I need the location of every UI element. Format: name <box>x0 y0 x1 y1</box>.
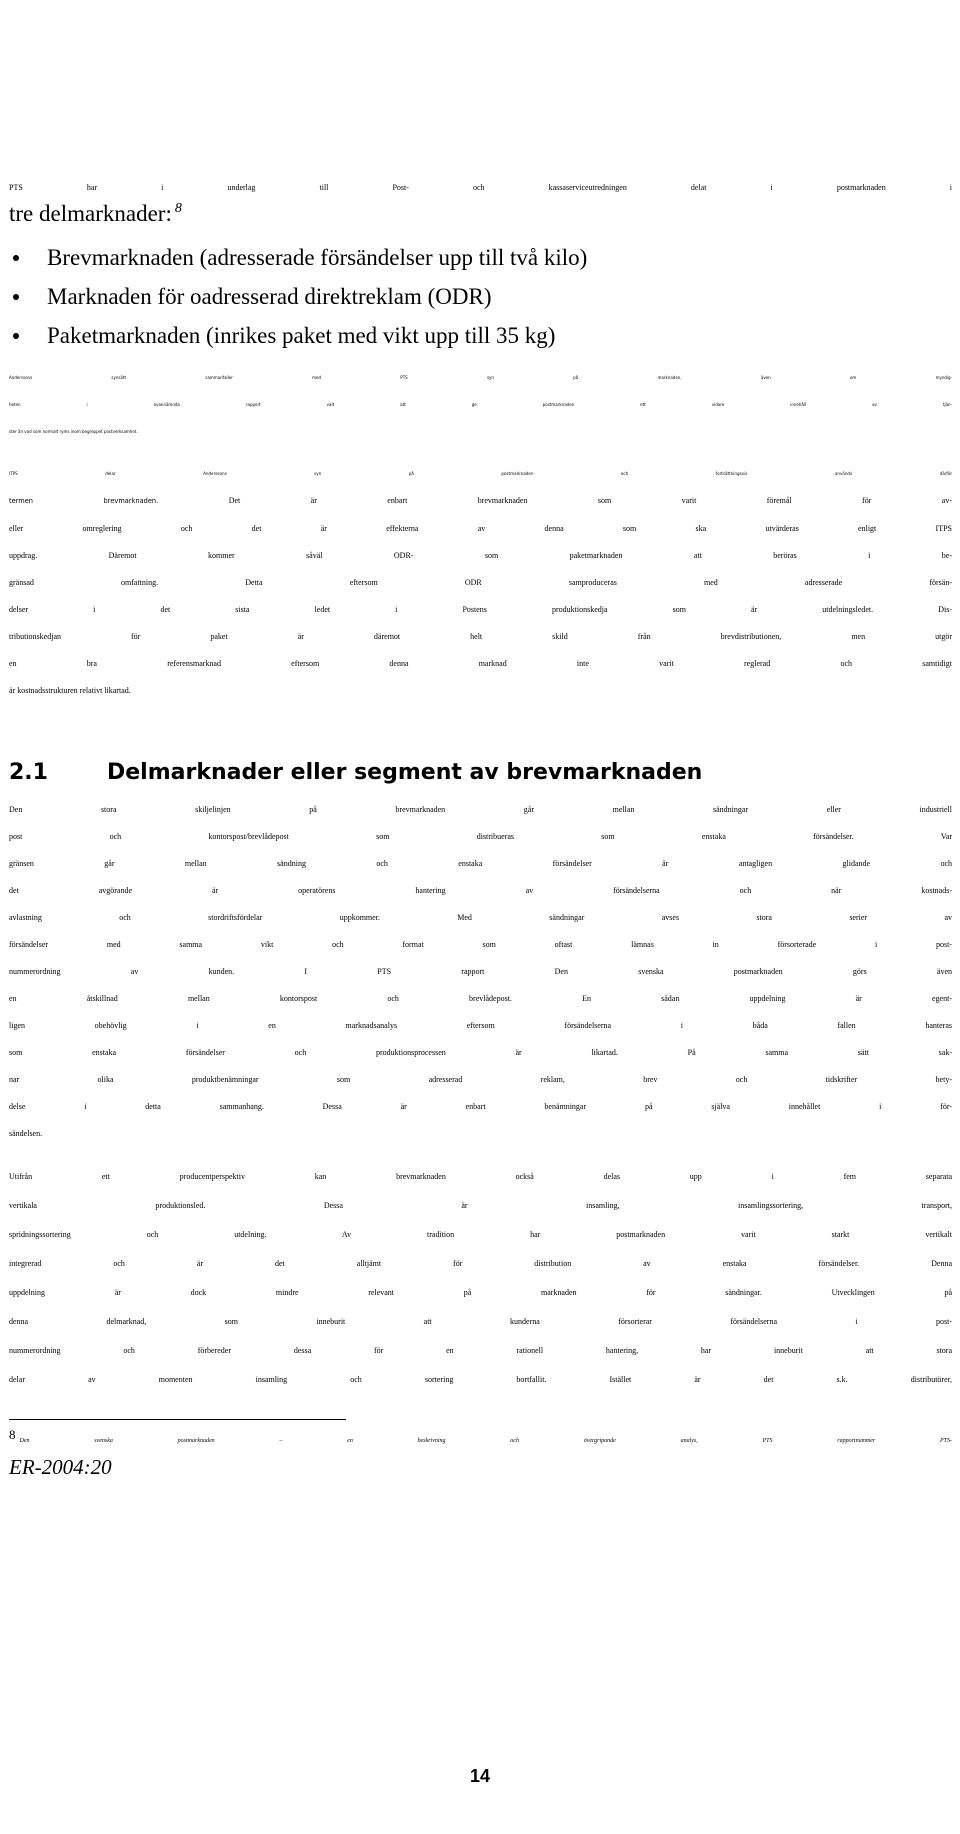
bullet-point-icon <box>13 255 19 261</box>
text-line: är kostnadsstrukturen relativt likartad. <box>9 686 131 695</box>
body-paragraph <box>9 796 952 1147</box>
text-line: uppdrag. Däremot kommer såväl ODR- som paketmarknaden att beröras i be- <box>9 551 952 560</box>
text-line: avlastning och stordriftsfördelar uppkommer. Med sändningar avses stora serier av <box>9 913 952 922</box>
footnote-line: ER-2004:20 <box>9 1455 112 1479</box>
text-line <box>9 201 952 227</box>
text-line: denna delmarknad, som inneburit att kunderna försorterar försändelserna i post- <box>9 1317 952 1326</box>
bullet-point-icon <box>13 333 19 339</box>
text-line: post och kontorspost/brevlådepost som distribueras som enstaka försändelser. Var <box>9 832 952 841</box>
text-line: försändelser med samma vikt och format som oftast lämnas in försorterade i post- <box>9 940 952 949</box>
text-line: nar olika produktbenämningar som adresserad reklam, brev och tidskrifter bety- <box>9 1075 952 1084</box>
text-line: integrerad och är det alltjämt för distribution av enstaka försändelser. Denna <box>9 1259 952 1268</box>
page-number: 14 <box>469 1766 491 1786</box>
bullet-list <box>9 245 952 362</box>
intro-paragraph <box>9 175 952 227</box>
text-line: som enstaka försändelser och produktionsprocessen är likartad. På samma sätt sak- <box>9 1048 952 1057</box>
footnote-separator <box>9 1419 346 1420</box>
footnote-number: 8 <box>9 1427 16 1442</box>
text-line-serif-part: Det är enbart brevmarknaden som varit föremål för av- <box>228 496 953 505</box>
footnote-reference: 8 <box>174 201 182 217</box>
text-line: uppdelning är dock mindre relevant på marknaden för sändningar. Utvecklingen på <box>9 1288 952 1297</box>
section-title: Delmarknader eller segment av brevmarknaden <box>107 760 703 785</box>
bullet-text: Paketmarknaden (inrikes paket med vikt upp till 35 kg) <box>47 323 556 348</box>
running-header <box>0 6 960 24</box>
text-line: gränsad omfattning. Detta eftersom ODR samproduceras med adresserade försän- <box>9 578 952 587</box>
text-line: vertikala produktionsled. Dessa är insamling, insamlingssortering, transport, <box>9 1201 952 1210</box>
text-line: gränsen går mellan sändning och enstaka försändelser är antagligen glidande och <box>9 859 952 868</box>
text-line: heten i ovannämnda rapport valt att ge postmarknaden ett vidare innehåll av tjän- <box>9 402 952 407</box>
text-line: PTS har i underlag till Post- och kassaserviceutredningen delat i postmarknaden i <box>9 183 952 192</box>
text-line: delse i detta sammanhang. Dessa är enbart benämningar på själva innehållet i för- <box>9 1102 952 1111</box>
text-line-content: tre delmarknader: <box>9 201 172 226</box>
itps-paragraph <box>9 460 952 704</box>
text-line: Utifrån ett producentperspektiv kan brevmarknaden också delas upp i fem separata <box>9 1172 952 1181</box>
text-line: tributionskedjan för paket är däremot helt skild från brevdistributionen, men utgör <box>9 632 952 641</box>
text-line: ster än vad som normalt ryms inom begreppet postverksamhet. <box>9 429 138 434</box>
text-line: delser i det sista ledet i Postens produktionskedja som är utdelningsledet. Dis- <box>9 605 952 614</box>
text-line: ITPS delar Anderssons syn på postmarknaden och fortsättningsvis används därför <box>9 471 952 476</box>
text-line-sans-part: termen brevmarknaden. <box>9 497 159 505</box>
text-line: en bra referensmarknad eftersom denna marknad inte varit reglerad och samtidigt <box>9 659 952 668</box>
bullet-text: Marknaden för oadresserad direktreklam (ODR) <box>47 284 492 309</box>
bullet-point-icon <box>13 294 19 300</box>
anderssons-paragraph <box>9 364 952 445</box>
text-line <box>9 487 952 515</box>
bullet-text: Brevmarknaden (adresserade försändelser upp till två kilo) <box>47 245 588 270</box>
section-number: 2.1 <box>9 760 48 785</box>
bullet-item <box>9 245 952 271</box>
text-line: Den stora skiljelinjen på brevmarknaden går mellan sändningar eller industriell <box>9 805 952 814</box>
text-line: ligen obehövlig i en marknadsanalys eftersom försändelserna i båda fallen hanteras <box>9 1021 952 1030</box>
footnote <box>9 1428 952 1480</box>
bullet-item <box>9 284 952 310</box>
text-line: nummerordning av kunden. I PTS rapport Den svenska postmarknaden görs även <box>9 967 952 976</box>
text-line: delar av momenten insamling och sortering bortfallit. Istället är det s.k. distributörer, <box>9 1375 952 1384</box>
text-line: eller omreglering och det är effekterna av denna som ska utvärderas enligt ITPS <box>9 524 952 533</box>
text-line: Anderssons synsätt sammanfaller med PTS syn på marknaden, även om myndig- <box>9 375 952 380</box>
text-line: sändelsen. <box>9 1129 43 1138</box>
body-paragraph <box>9 1162 952 1394</box>
text-line: det avgörande är operatörens hantering av försändelserna och när kostnads- <box>9 886 952 895</box>
footnote-text: Den svenska postmarknaden – en beskrivning och övergripande analys, PTS rapportnummer PTS- <box>19 1438 952 1444</box>
section-heading <box>9 758 952 788</box>
bullet-item <box>9 323 952 349</box>
text-line: nummerordning och förbereder dessa för en rationell hantering, har inneburit att stora <box>9 1346 952 1355</box>
footnote-line <box>9 1428 952 1454</box>
text-line: spridningssortering och utdelning. Av tradition har postmarknaden varit starkt vertikalt <box>9 1230 952 1239</box>
text-line: en åtskillnad mellan kontorspost och brevlådepost. En sådan uppdelning är egent- <box>9 994 952 1003</box>
